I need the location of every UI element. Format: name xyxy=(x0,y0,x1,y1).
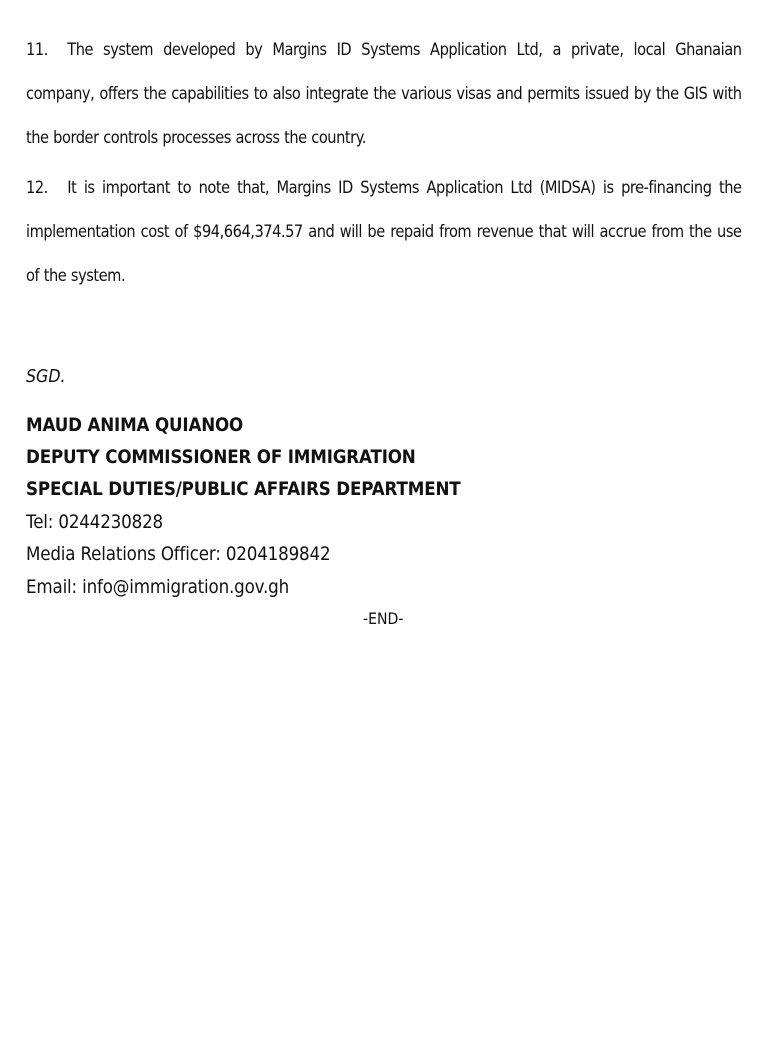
contact-tel: Tel: 0244230828 xyxy=(26,511,163,533)
signatory-department: SPECIAL DUTIES/PUBLIC AFFAIRS DEPARTMENT xyxy=(26,478,461,500)
paragraph-12 xyxy=(26,166,742,298)
signatory-name: MAUD ANIMA QUIANOO xyxy=(26,414,244,436)
contact-media-relations: Media Relations Officer: 0204189842 xyxy=(26,543,331,565)
paragraph-text: The system developed by Margins ID Systems Application Ltd, a private, local Ghanaian company, offers the capabilities to also integrate the various visas and permits issued by the GIS with the border controls processes across the country. xyxy=(26,40,742,148)
signed-marker: SGD. xyxy=(26,366,66,387)
end-marker: -END- xyxy=(363,609,404,628)
paragraph-11 xyxy=(26,28,742,160)
paragraph-number: 12. xyxy=(26,178,48,198)
paragraph-text: It is important to note that, Margins ID Systems Application Ltd (MIDSA) is pre-financing the implementation cost of $94,664,374.57 and will be repaid from revenue that will accrue from the use of the system. xyxy=(26,178,742,286)
paragraph-number: 11. xyxy=(26,40,48,60)
signatory-title: DEPUTY COMMISSIONER OF IMMIGRATION xyxy=(26,446,416,468)
contact-email: Email: info@immigration.gov.gh xyxy=(26,576,290,598)
